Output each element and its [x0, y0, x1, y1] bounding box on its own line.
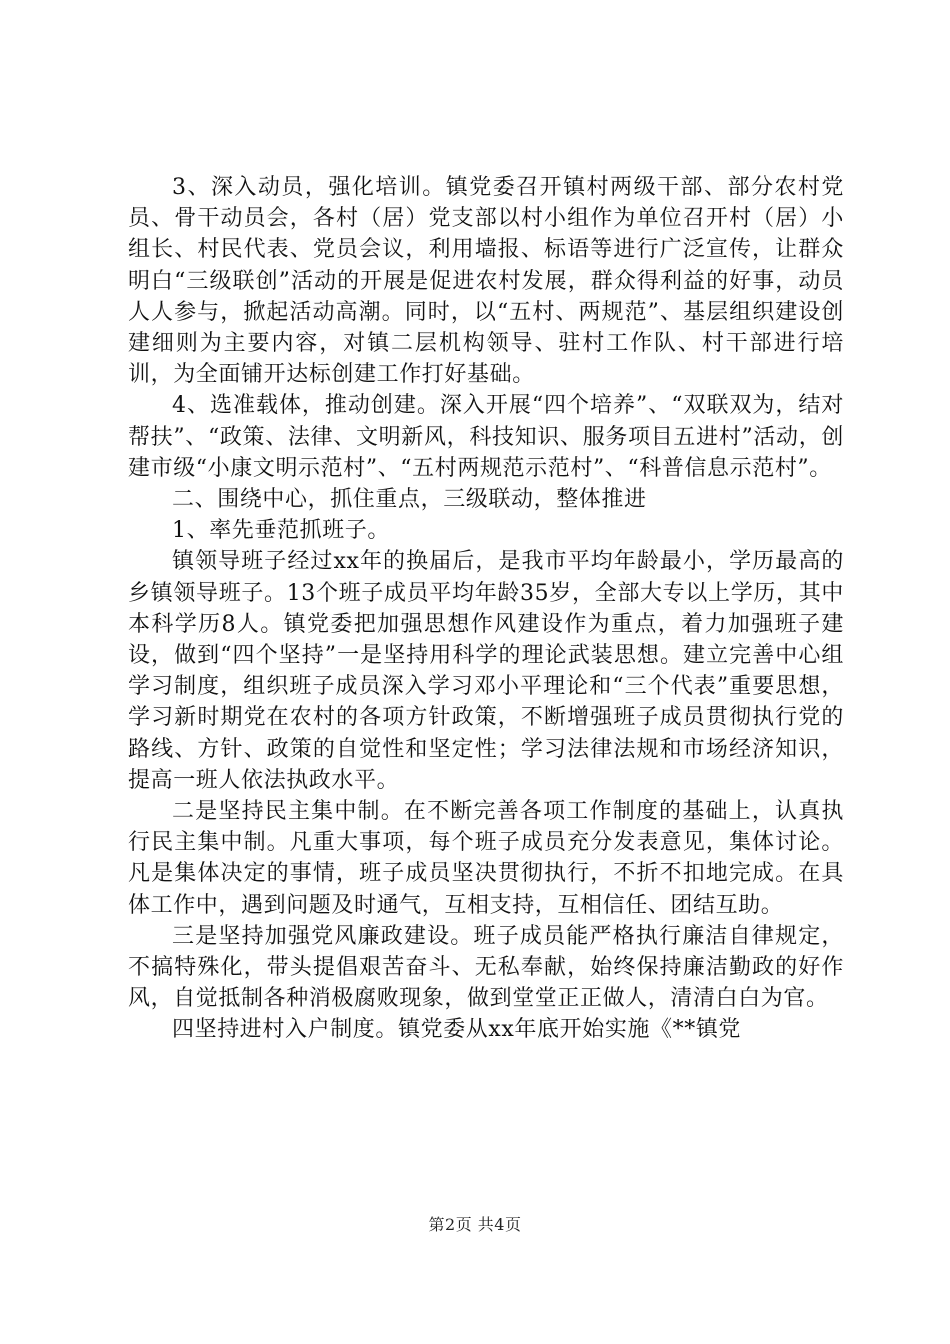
paragraph-democratic-centralism: 二是坚持民主集中制。在不断完善各项工作制度的基础上，认真执行民主集中制。凡重大事项，每个班子成员充分发表意见，集体讨论。凡是集体决定的事情，班子成员坚决贯彻执行，不折不扣地完成。在具体工作中，遇到问题及时通气，互相支持，互相信任、团结互助。: [128, 799, 844, 918]
paragraph-village-visits: 四坚持进村入户制度。镇党委从xx年底开始实施《**镇党: [172, 1017, 742, 1043]
paragraph-select-carrier: 4、选准载体，推动创建。深入开展“四个培养”、“双联双为，结对帮扶”、“政策、法律、文明新风，科技知识、服务项目五进村”活动，创建市级“小康文明示范村”、“五村两规范示范村”、“科普信息示范村”。: [128, 393, 844, 481]
paragraph-clean-government: 三是坚持加强党风廉政建设。班子成员能严格执行廉洁自律规定，不搞特殊化，带头提倡艰苦奋斗、无私奉献，始终保持廉洁勤政的好作风，自觉抵制各种消极腐败现象，做到堂堂正正做人，清清白白为官。: [128, 923, 844, 1012]
document-body: [128, 172, 844, 1046]
subheading-lead-team: 1、率先垂范抓班子。: [172, 518, 390, 544]
paragraph-leadership-team: 镇领导班子经过xx年的换届后，是我市平均年龄最小，学历最高的乡镇领导班子。13个班子成员平均年龄35岁，全部大专以上学历，其中本科学历8人。镇党委把加强思想作风建设作为重点，着力加强班子建设，做到“四个坚持”一是坚持用科学的理论武装思想。建立完善中心组学习制度，组织班子成员深入学习邓小平理论和“三个代表”重要思想，学习新时期党在农村的各项方针政策，不断增强班子成员贯彻执行党的路线、方针、政策的自觉性和坚定性；学习法律法规和市场经济知识，提高一班人依法执政水平。: [128, 549, 844, 793]
section-heading-center-focus: 二、围绕中心，抓住重点，三级联动，整体推进: [172, 487, 647, 513]
paragraph-mobilization-training: 3、深入动员，强化培训。镇党委召开镇村两级干部、部分农村党员、骨干动员会，各村（居）党支部以村小组作为单位召开村（居）小组长、村民代表、党员会议，利用墙报、标语等进行广泛宣传，让群众明白“三级联创”活动的开展是促进农村发展，群众得利益的好事，动员人人参与，掀起活动高潮。同时，以“五村、两规范”、基层组织建设创建细则为主要内容，对镇二层机构领导、驻村工作队、村干部进行培训，为全面铺开达标创建工作打好基础。: [128, 175, 844, 388]
page-number-footer: 第2页 共4页: [428, 1215, 522, 1234]
